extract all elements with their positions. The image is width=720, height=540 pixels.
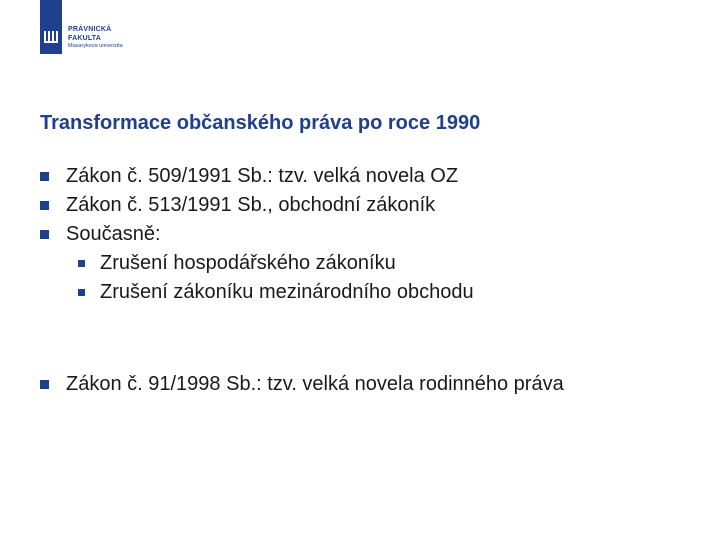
list-item-text: Současně:	[66, 223, 161, 245]
logo-university-name: Masarykova univerzita	[68, 43, 123, 49]
bullet-list	[40, 162, 700, 399]
sub-list-item	[78, 278, 700, 307]
square-bullet-icon	[40, 380, 49, 389]
list-item	[40, 191, 700, 220]
faculty-logo	[40, 0, 123, 54]
list-item-text: Zrušení hospodářského zákoníku	[100, 252, 396, 274]
square-bullet-icon	[40, 230, 49, 239]
list-item-text: Zákon č. 513/1991 Sb., obchodní zákoník	[66, 194, 436, 216]
list-item-text: Zákon č. 91/1998 Sb.: tzv. velká novela rodinného práva	[66, 373, 564, 395]
sub-list-item	[78, 249, 700, 278]
slide-title: Transformace občanského práva po roce 1990	[40, 112, 481, 134]
list-item-text: Zákon č. 509/1991 Sb.: tzv. velká novela OZ	[66, 165, 459, 187]
list-item-text: Zrušení zákoníku mezinárodního obchodu	[100, 281, 474, 303]
square-bullet-icon	[40, 201, 49, 210]
list-item	[40, 220, 700, 249]
logo-faculty-word: FAKULTA	[68, 35, 102, 42]
list-item	[40, 370, 700, 399]
logo-faculty-name: PRÁVNICKÁ	[68, 26, 112, 33]
university-emblem-icon	[40, 0, 62, 54]
square-bullet-icon	[40, 172, 49, 181]
logo-text	[68, 26, 123, 50]
square-bullet-icon	[78, 289, 85, 296]
list-item	[40, 162, 700, 191]
square-bullet-icon	[78, 260, 85, 267]
